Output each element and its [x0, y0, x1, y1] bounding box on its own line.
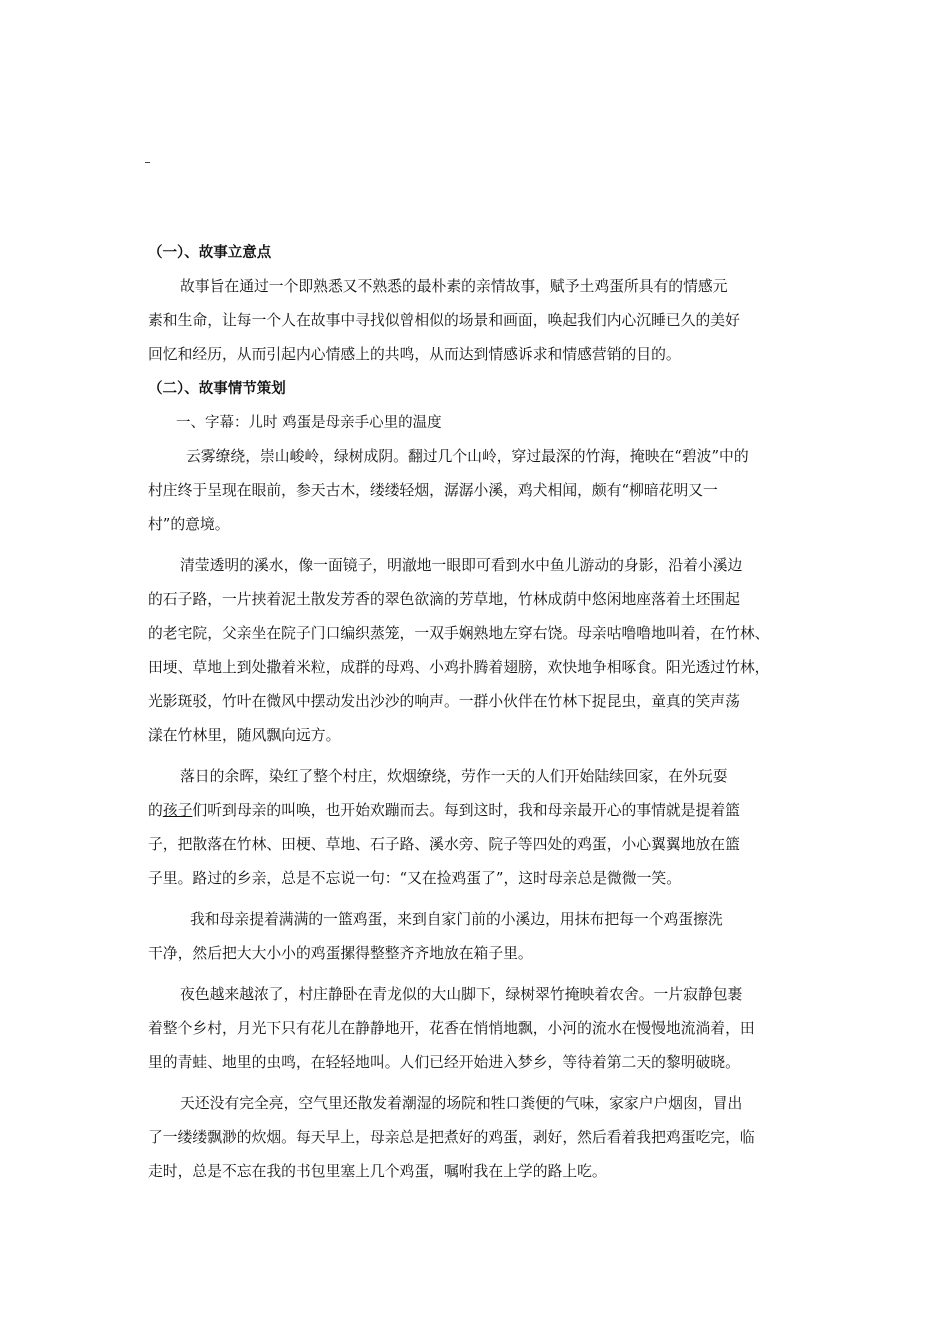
paragraph-line: 漾在竹林里，随风飘向远方。 [148, 727, 341, 744]
paragraph-line: 的石子路，一片挟着泥土散发芳香的翠色欲滴的芳草地，竹林成荫中悠闲地座落着土坯围起 [148, 591, 740, 608]
story-paragraph-4 [148, 903, 818, 971]
paragraph-line: 干净，然后把大大小小的鸡蛋摞得整整齐齐地放在箱子里。 [148, 945, 533, 962]
paragraph-line: 子，把散落在竹林、田梗、草地、石子路、溪水旁、院子等四处的鸡蛋，小心翼翼地放在篮 [148, 836, 740, 853]
paragraph-line: 子里。路过的乡亲，总是不忘说一句：“又在捡鸡蛋了”，这时母亲总是微微一笑。 [148, 870, 682, 887]
section1-heading: （一）、故事立意点 [148, 245, 272, 261]
paragraph-line: 我和母亲提着满满的一篮鸡蛋，来到自家门前的小溪边，用抹布把每一个鸡蛋擦洗 [190, 911, 723, 928]
section2-heading: （二）、故事情节策划 [148, 381, 286, 397]
paragraph-line: 走时，总是不忘在我的书包里塞上几个鸡蛋，嘱咐我在上学的路上吃。 [148, 1163, 607, 1180]
paragraph-line: 故事旨在通过一个即熟悉又不熟悉的最朴素的亲情故事，赋予土鸡蛋所具有的情感元 [180, 278, 728, 295]
paragraph-line: 着整个乡村，月光下只有花儿在静静地开，花香在悄悄地飘，小河的流水在慢慢地流淌着，田 [148, 1020, 755, 1037]
paragraph-line: 清莹透明的溪水，像一面镜子，明澈地一眼即可看到水中鱼儿游动的身影，沿着小溪边 [180, 557, 743, 574]
story-paragraph-5 [148, 978, 818, 1080]
line-text: 们听到母亲的叫唤，也开始欢蹦而去。每到这时，我和母亲最开心的事情就是提着篮 [192, 802, 740, 819]
paragraph-line [148, 794, 818, 828]
paragraph-line: 天还没有完全亮，空气里还散发着潮湿的场院和牲口粪便的气味，家家户户烟囱，冒出 [180, 1095, 743, 1112]
paragraph-line: 回忆和经历，从而引起内心情感上的共鸣，从而达到情感诉求和情感营销的目的。 [148, 346, 681, 363]
story-paragraph-2 [148, 549, 818, 753]
subtitle-caption: 一、字幕：儿时 鸡蛋是母亲手心里的温度 [176, 415, 442, 431]
story-paragraph-6 [148, 1087, 818, 1189]
section1-paragraph [148, 270, 818, 372]
story-paragraph-3 [148, 760, 818, 896]
document-body [148, 236, 818, 1196]
paragraph-line: 落日的余晖，染红了整个村庄，炊烟缭绕，劳作一天的人们开始陆续回家，在外玩耍 [180, 768, 728, 785]
paragraph-line: 云雾缭绕，崇山峻岭，绿树成阴。翻过几个山岭，穿过最深的竹海，掩映在“碧波”中的 [186, 448, 749, 465]
page-mark [145, 162, 150, 163]
paragraph-line: 的老宅院，父亲坐在院子门口编织蒸笼，一双手娴熟地左穿右饶。母亲咕噜噜地叫着，在竹林、 [148, 625, 770, 642]
paragraph-line: 了一缕缕飘渺的炊烟。每天早上，母亲总是把煮好的鸡蛋，剥好，然后看着我把鸡蛋吃完，临 [148, 1129, 755, 1146]
paragraph-line: 素和生命，让每一个人在故事中寻找似曾相似的场景和画面，唤起我们内心沉睡已久的美好 [148, 312, 740, 329]
paragraph-line: 光影斑驳，竹叶在微风中摆动发出沙沙的响声。一群小伙伴在竹林下捉昆虫，童真的笑声荡 [148, 693, 740, 710]
link-children[interactable]: 孩子 [162, 802, 193, 819]
paragraph-line: 里的青蛙、地里的虫鸣，在轻轻地叫。人们已经开始进入梦乡，等待着第二天的黎明破晓。 [148, 1054, 740, 1071]
story-paragraph-1 [148, 440, 818, 542]
paragraph-line: 田埂、草地上到处撒着米粒，成群的母鸡、小鸡扑腾着翅膀，欢快地争相啄食。阳光透过竹林， [148, 659, 770, 676]
paragraph-line: 村”的意境。 [148, 516, 230, 533]
paragraph-line: 村庄终于呈现在眼前，参天古木，缕缕轻烟，潺潺小溪，鸡犬相闻，颇有“柳暗花明又一 [148, 482, 718, 499]
line-text: 的 [148, 802, 163, 819]
paragraph-line: 夜色越来越浓了，村庄静卧在青龙似的大山脚下，绿树翠竹掩映着农舍。一片寂静包裹 [180, 986, 743, 1003]
